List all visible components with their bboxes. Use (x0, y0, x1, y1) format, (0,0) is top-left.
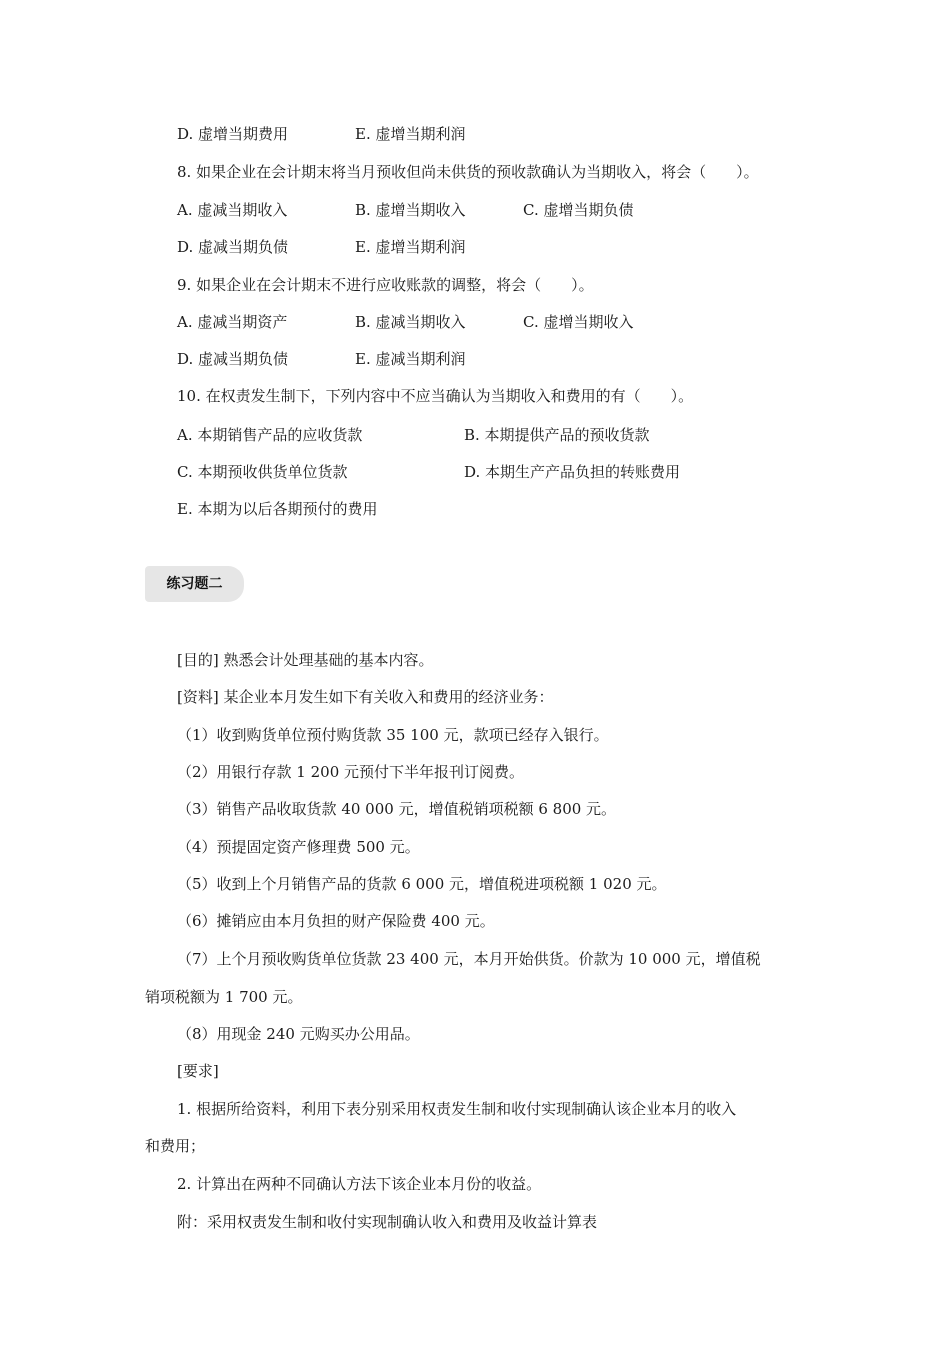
q9-option-c: C. 虚增当期收入 (523, 313, 634, 331)
section-title-badge: 练习题二 (145, 566, 244, 602)
q8-option-a: A. 虚减当期收入 (177, 201, 288, 219)
q7-option-e: E. 虚增当期利润 (355, 125, 466, 143)
appendix-caption: 附：采用权责发生制和收付实现制确认收入和费用及收益计算表 (177, 1213, 598, 1231)
material-item-6: （6）摊销应由本月负担的财产保险费 400 元。 (177, 912, 495, 930)
material-item-1: （1）收到购货单位预付购货款 35 100 元，款项已经存入银行。 (177, 726, 609, 744)
material-item-2: （2）用银行存款 1 200 元预付下半年报刊订阅费。 (177, 763, 525, 781)
material-item-7: （7）上个月预收购货单位货款 23 400 元，本月开始供货。价款为 10 000 元，增值税 (177, 950, 761, 968)
material-item-3: （3）销售产品收取货款 40 000 元，增值税销项税额 6 800 元。 (177, 800, 617, 818)
q10-option-d: D. 本期生产产品负担的转账费用 (464, 463, 681, 481)
material-item-7-continued: 销项税额为 1 700 元。 (145, 988, 303, 1006)
material-item-8: （8）用现金 240 元购买办公用品。 (177, 1025, 420, 1043)
q10-option-e: E. 本期为以后各期预付的费用 (177, 500, 378, 518)
q10-option-a: A. 本期销售产品的应收货款 (177, 426, 363, 444)
q7-option-d: D. 虚增当期费用 (177, 125, 289, 143)
q9-option-a: A. 虚减当期资产 (177, 313, 288, 331)
exercise-material-intro: [资料] 某企业本月发生如下有关收入和费用的经济业务： (177, 688, 554, 706)
q10-option-b: B. 本期提供产品的预收货款 (464, 426, 650, 444)
q8-stem: 8. 如果企业在会计期末将当月预收但尚未供货的预收款确认为当期收入，将会（ ）。 (177, 163, 759, 181)
q8-option-c: C. 虚增当期负债 (523, 201, 634, 219)
q9-stem: 9. 如果企业在会计期末不进行应收账款的调整，将会（ ）。 (177, 276, 594, 294)
q8-option-e: E. 虚增当期利润 (355, 238, 466, 256)
q8-option-d: D. 虚减当期负债 (177, 238, 289, 256)
q9-option-d: D. 虚减当期负债 (177, 350, 289, 368)
requirement-label: [要求] (177, 1062, 219, 1080)
q9-option-e: E. 虚减当期利润 (355, 350, 466, 368)
q8-option-b: B. 虚增当期收入 (355, 201, 466, 219)
material-item-5: （5）收到上个月销售产品的货款 6 000 元，增值税进项税额 1 020 元。 (177, 875, 667, 893)
exercise-purpose: [目的] 熟悉会计处理基础的基本内容。 (177, 651, 434, 669)
q10-stem: 10. 在权责发生制下，下列内容中不应当确认为当期收入和费用的有（ ）。 (177, 387, 694, 405)
q9-option-b: B. 虚减当期收入 (355, 313, 466, 331)
material-item-4: （4）预提固定资产修理费 500 元。 (177, 838, 420, 856)
requirement-2: 2. 计算出在两种不同确认方法下该企业本月份的收益。 (177, 1175, 542, 1193)
q10-option-c: C. 本期预收供货单位货款 (177, 463, 348, 481)
requirement-1: 1. 根据所给资料，利用下表分别采用权责发生制和收付实现制确认该企业本月的收入 (177, 1100, 737, 1118)
requirement-1-continued: 和费用； (145, 1137, 206, 1155)
